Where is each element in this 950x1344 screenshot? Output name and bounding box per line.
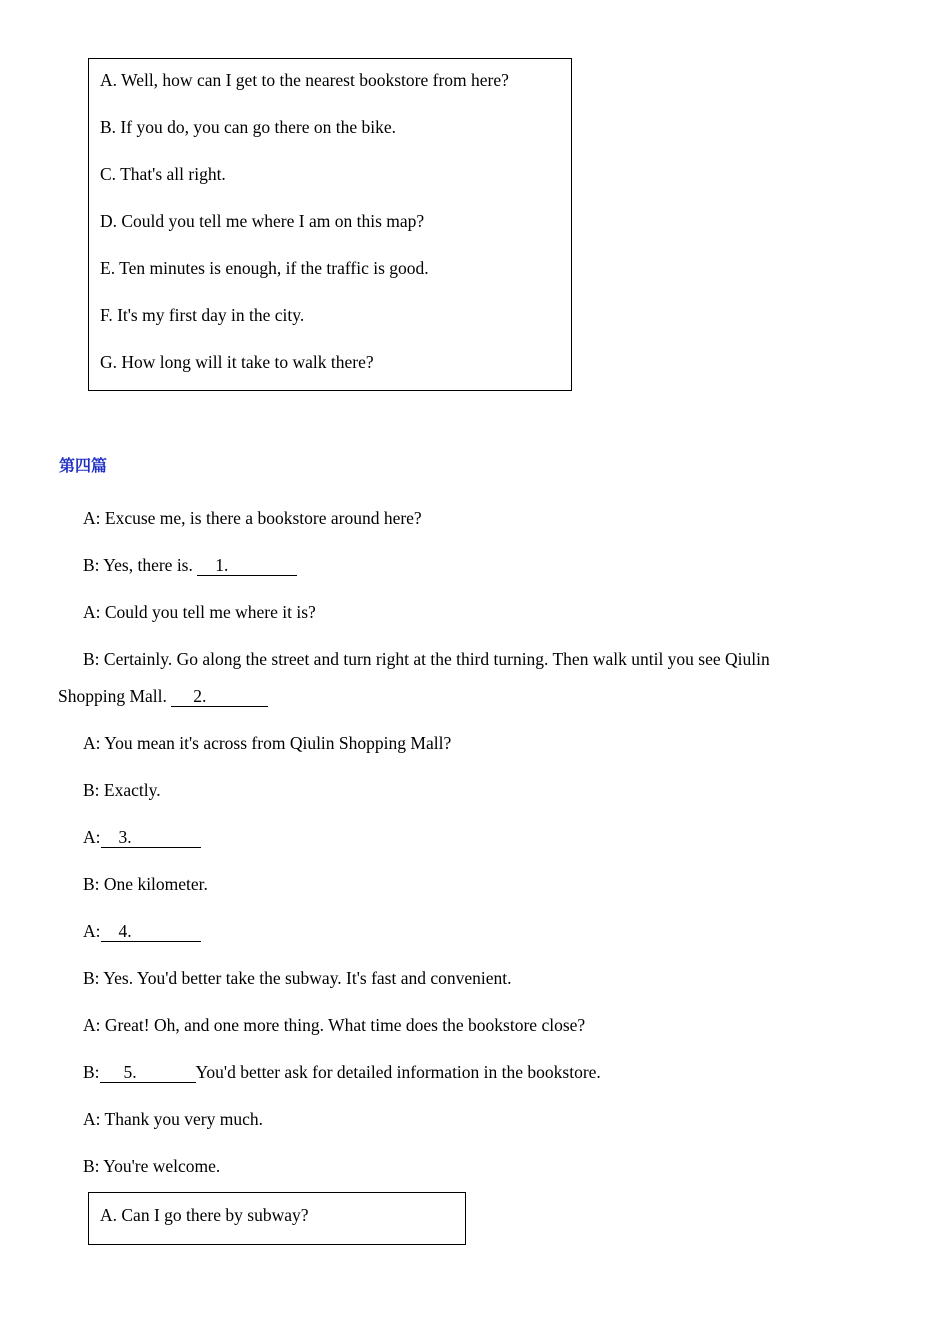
dialogue-line-9-text: A: [83, 921, 101, 941]
option-e: E. Ten minutes is enough, if the traffic is good. [100, 258, 429, 278]
dialogue-line-7 [83, 826, 201, 848]
blank-5: 5. [100, 1062, 196, 1083]
bottom-option-a: A. Can I go there by subway? [100, 1205, 309, 1225]
dialogue-line-2 [83, 554, 297, 576]
dialogue-line-10: B: Yes. You'd better take the subway. It's fast and convenient. [83, 968, 512, 988]
option-d: D. Could you tell me where I am on this map? [100, 211, 425, 231]
blank-1: 1. [197, 555, 297, 576]
dialogue-line-13: A: Thank you very much. [83, 1109, 263, 1129]
section-title: 第四篇 [59, 456, 108, 475]
dialogue-line-4a: B: Certainly. Go along the street and turn right at the third turning. Then walk until you see Qiulin [83, 649, 770, 669]
dialogue-line-2-text: B: Yes, there is. [83, 555, 193, 575]
option-c: C. That's all right. [100, 164, 226, 184]
option-a: A. Well, how can I get to the nearest bookstore from here? [100, 70, 509, 90]
option-b: B. If you do, you can go there on the bike. [100, 117, 396, 137]
blank-3: 3. [101, 827, 201, 848]
dialogue-line-14: B: You're welcome. [83, 1156, 221, 1176]
dialogue-line-4b-text: Shopping Mall. [58, 686, 167, 706]
dialogue-line-11: A: Great! Oh, and one more thing. What time does the bookstore close? [83, 1015, 586, 1035]
dialogue-line-7-text: A: [83, 827, 101, 847]
dialogue-line-12 [83, 1061, 601, 1083]
dialogue-line-9 [83, 920, 201, 942]
dialogue-line-12-text: B: [83, 1062, 100, 1082]
dialogue-line-12-suffix: You'd better ask for detailed information in the bookstore. [195, 1062, 601, 1082]
dialogue-line-8: B: One kilometer. [83, 874, 208, 894]
dialogue-line-5: A: You mean it's across from Qiulin Shopping Mall? [83, 733, 452, 753]
blank-2: 2. [171, 686, 268, 707]
option-f: F. It's my first day in the city. [100, 305, 305, 325]
dialogue-line-6: B: Exactly. [83, 780, 161, 800]
option-g: G. How long will it take to walk there? [100, 352, 374, 372]
dialogue-line-1: A: Excuse me, is there a bookstore around here? [83, 508, 422, 528]
blank-4: 4. [101, 921, 201, 942]
dialogue-line-4b [58, 685, 268, 707]
dialogue-line-3: A: Could you tell me where it is? [83, 602, 316, 622]
